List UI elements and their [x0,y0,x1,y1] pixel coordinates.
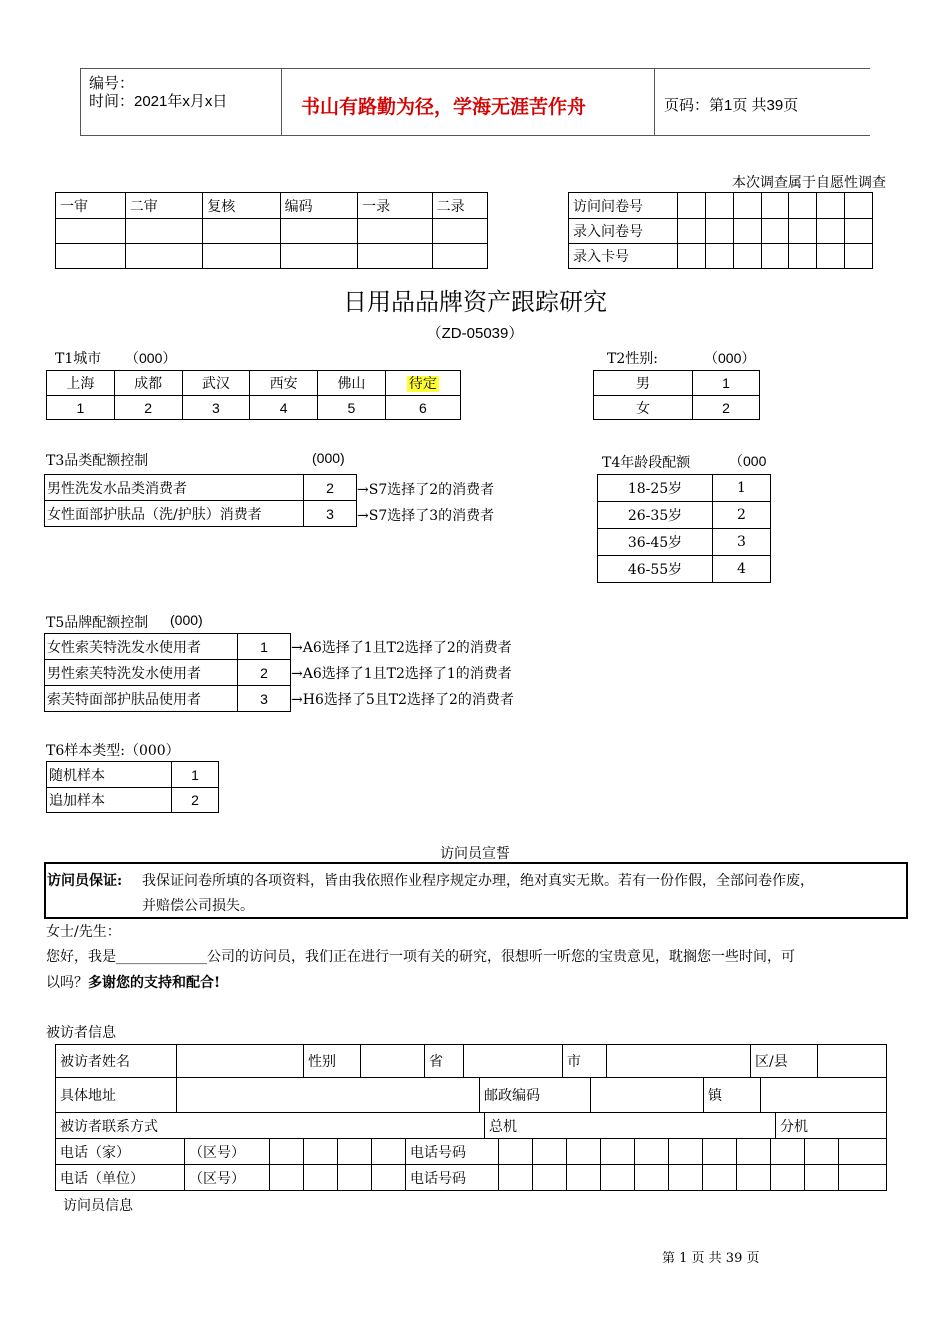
greeting-thanks: 多谢您的支持和配合! [88,975,221,991]
age-label: 36-45岁 [598,529,713,556]
digit-cell[interactable] [338,1165,372,1191]
entry-cell[interactable] [678,219,706,244]
entry-cell[interactable] [705,193,733,219]
t5-row-code: 3 [238,686,291,712]
entry-cell[interactable] [733,219,761,244]
digit-cell[interactable] [703,1165,737,1191]
city-code: 4 [250,396,318,420]
review-cell[interactable] [203,244,280,269]
t6-label: T6样本类型:（000） [46,743,180,759]
city-cell: 武汉 [182,371,250,396]
city-cell: 上海 [47,371,115,396]
gender-code: 2 [693,396,760,420]
town-label: 镇 [704,1078,761,1113]
gender-field-label: 性别 [304,1045,361,1078]
interviewer-section-label: 访问员信息 [63,1198,133,1214]
entry-label: 录入卡号 [569,244,678,269]
t5-note: →H6选择了5且T2选择了2的消费者 [291,692,514,708]
digit-cell[interactable] [304,1165,338,1191]
review-header: 一录 [358,193,433,219]
entry-cell[interactable] [678,193,706,219]
digit-cell[interactable] [372,1165,406,1191]
digit-cell[interactable] [703,1139,737,1165]
age-code: 1 [713,475,771,502]
sample-code: 1 [172,762,219,788]
digit-cell[interactable] [567,1139,601,1165]
t3-row-label: 女性面部护肤品（洗/护肤）消费者 [45,501,304,527]
code-label: 编号： [89,75,135,92]
respondent-table-row1 [55,1044,887,1078]
age-label: 26-35岁 [598,502,713,529]
oath-box [44,862,908,919]
work-phone-label: 电话（单位） [56,1165,185,1191]
main-line-label: 总机 [485,1113,776,1139]
review-header: 二审 [125,193,202,219]
digit-cell[interactable] [372,1139,406,1165]
city-code: 2 [114,396,182,420]
gender-code: 1 [693,371,760,396]
review-cell[interactable] [280,244,357,269]
name-label: 被访者姓名 [56,1045,177,1078]
city-code: 5 [318,396,386,420]
review-cell[interactable] [432,219,487,244]
t3-note: →S7选择了2的消费者 [357,482,495,498]
entry-cell[interactable] [705,244,733,269]
t6-table [46,761,219,813]
t5-note: →A6选择了1且T2选择了1的消费者 [291,666,512,682]
digit-cell[interactable] [805,1139,839,1165]
t5-note: →A6选择了1且T2选择了2的消费者 [291,640,512,656]
review-header: 编码 [280,193,357,219]
entry-cell[interactable] [789,244,817,269]
review-cell[interactable] [280,219,357,244]
digit-cell[interactable] [270,1139,304,1165]
digit-cell[interactable] [635,1139,669,1165]
gender-label: 男 [594,371,693,396]
respondent-table-row2 [55,1077,887,1113]
t3-label: T3品类配额控制 [46,453,149,469]
t4-table [597,474,771,583]
t5-row-label: 男性索芙特洗发水使用者 [45,660,238,686]
page-label: 页码：第1页 共39页 [664,97,799,114]
respondent-section-label: 被访者信息 [46,1025,116,1041]
sample-label: 随机样本 [47,762,172,788]
review-header: 复核 [203,193,280,219]
sample-code: 2 [172,788,219,813]
t3-row-code: 2 [304,475,357,501]
digit-cell[interactable] [304,1139,338,1165]
sample-label: 追加样本 [47,788,172,813]
entry-cell[interactable] [733,193,761,219]
t1-label: T1城市 [55,351,102,367]
t3-row-code: 3 [304,501,357,527]
entry-cell[interactable] [733,244,761,269]
city-code: 1 [47,396,115,420]
town-field[interactable] [761,1078,887,1113]
t5-code: (000) [170,612,203,628]
extension-label: 分机 [776,1113,887,1139]
entry-cell[interactable] [761,193,789,219]
province-label: 省 [425,1045,464,1078]
t5-table [44,633,291,712]
entry-table [568,192,873,269]
district-label: 区/县 [751,1045,818,1078]
city-cell: 佛山 [318,371,386,396]
phone-number-label: 电话号码 [406,1139,499,1165]
contact-label: 被访者联系方式 [56,1113,485,1139]
review-header: 一审 [56,193,126,219]
name-field[interactable] [177,1045,304,1078]
digit-cell[interactable] [338,1139,372,1165]
t3-code: (000) [312,450,345,466]
review-cell[interactable] [358,219,433,244]
greeting-line1: 您好，我是_____________公司的访问员，我们正在进行一项有关的研究，很想听一听您的宝贵意见，耽搁您一些时间，可 [46,949,795,965]
review-table [55,192,488,269]
time-label: 时间：2021年x月x日 [89,93,228,110]
entry-cell[interactable] [817,219,845,244]
city-cell-pending [385,371,460,396]
digit-cell[interactable] [805,1165,839,1191]
highlighted-text: 待定 [408,376,437,392]
postcode-field[interactable] [591,1078,704,1113]
digit-cell[interactable] [669,1139,703,1165]
review-cell[interactable] [56,244,126,269]
t1-code: （000） [125,350,177,366]
respondent-table-phones [55,1138,887,1191]
study-code: （ZD-05039） [426,325,524,342]
area-code-label: （区号） [185,1139,270,1165]
t3-row-label: 男性洗发水品类消费者 [45,475,304,501]
age-code: 3 [713,529,771,556]
t5-row-code: 1 [238,634,291,660]
digit-cell[interactable] [499,1139,533,1165]
t5-row-code: 2 [238,660,291,686]
entry-cell[interactable] [817,193,845,219]
oath-text-line2: 并赔偿公司损失。 [142,898,254,914]
digit-cell[interactable] [533,1139,567,1165]
address-label: 具体地址 [56,1078,177,1113]
digit-cell[interactable] [771,1139,805,1165]
digit-cell[interactable] [601,1139,635,1165]
digit-cell[interactable] [533,1165,567,1191]
address-field[interactable] [177,1078,480,1113]
home-phone-label: 电话（家） [56,1139,185,1165]
city-code: 6 [385,396,460,420]
area-code-label: （区号） [185,1165,270,1191]
t3-table [44,474,357,527]
page-title: 日用品品牌资产跟踪研究 [343,289,607,316]
city-cell: 西安 [250,371,318,396]
review-cell[interactable] [56,219,126,244]
digit-cell[interactable] [669,1165,703,1191]
city-field-label: 市 [563,1045,607,1078]
digit-cell[interactable] [567,1165,601,1191]
phone-number-label: 电话号码 [406,1165,499,1191]
entry-cell[interactable] [761,219,789,244]
age-label: 18-25岁 [598,475,713,502]
age-code: 2 [713,502,771,529]
digit-cell[interactable] [499,1165,533,1191]
review-cell[interactable] [125,219,202,244]
gender-label: 女 [594,396,693,420]
t5-label: T5品牌配额控制 [46,615,149,631]
city-code: 3 [182,396,250,420]
t1-table [46,370,461,420]
digit-cell[interactable] [839,1139,887,1165]
digit-cell[interactable] [270,1165,304,1191]
voluntary-note: 本次调查属于自愿性调查 [732,175,886,191]
age-code: 4 [713,556,771,583]
city-field[interactable] [607,1045,751,1078]
entry-cell[interactable] [705,219,733,244]
entry-cell[interactable] [845,193,873,219]
t4-code: （000 [729,453,767,469]
t2-code: （000） [704,350,756,366]
greeting-line2 [46,972,220,992]
review-cell[interactable] [432,244,487,269]
digit-cell[interactable] [839,1165,887,1191]
t5-row-label: 索芙特面部护肤品使用者 [45,686,238,712]
digit-cell[interactable] [635,1165,669,1191]
digit-cell[interactable] [737,1165,771,1191]
gender-field[interactable] [361,1045,425,1078]
city-cell: 成都 [114,371,182,396]
entry-cell[interactable] [789,219,817,244]
entry-cell[interactable] [761,244,789,269]
review-cell[interactable] [125,244,202,269]
greeting-question: 以吗？ [46,975,88,991]
page-footer: 第 1 页 共 39 页 [662,1251,760,1266]
entry-label: 录入问卷号 [569,219,678,244]
oath-guarantee-label: 访问员保证: [47,873,123,889]
t2-table [593,370,760,420]
motto: 书山有路勤为径，学海无涯苦作舟 [301,96,587,118]
t5-row-label: 女性索芙特洗发水使用者 [45,634,238,660]
entry-cell[interactable] [817,244,845,269]
entry-cell[interactable] [678,244,706,269]
review-header: 二录 [432,193,487,219]
t3-note: →S7选择了3的消费者 [357,508,495,524]
entry-label: 访问问卷号 [569,193,678,219]
oath-text-line1: 我保证问卷所填的各项资料，皆由我依照作业程序规定办理，绝对真实无欺。若有一份作假，全部问卷作废， [142,873,814,889]
review-cell[interactable] [358,244,433,269]
digit-cell[interactable] [771,1165,805,1191]
entry-cell[interactable] [789,193,817,219]
province-field[interactable] [464,1045,563,1078]
district-field[interactable] [818,1045,887,1078]
digit-cell[interactable] [737,1139,771,1165]
salutation: 女士/先生： [46,924,121,940]
age-label: 46-55岁 [598,556,713,583]
digit-cell[interactable] [601,1165,635,1191]
t4-label: T4年龄段配额 [602,455,691,471]
review-cell[interactable] [203,219,280,244]
entry-cell[interactable] [845,244,873,269]
oath-title: 访问员宣誓 [440,846,510,862]
postcode-label: 邮政编码 [480,1078,591,1113]
entry-cell[interactable] [845,219,873,244]
respondent-table-contact [55,1112,887,1139]
t2-label: T2性别: [607,351,658,367]
